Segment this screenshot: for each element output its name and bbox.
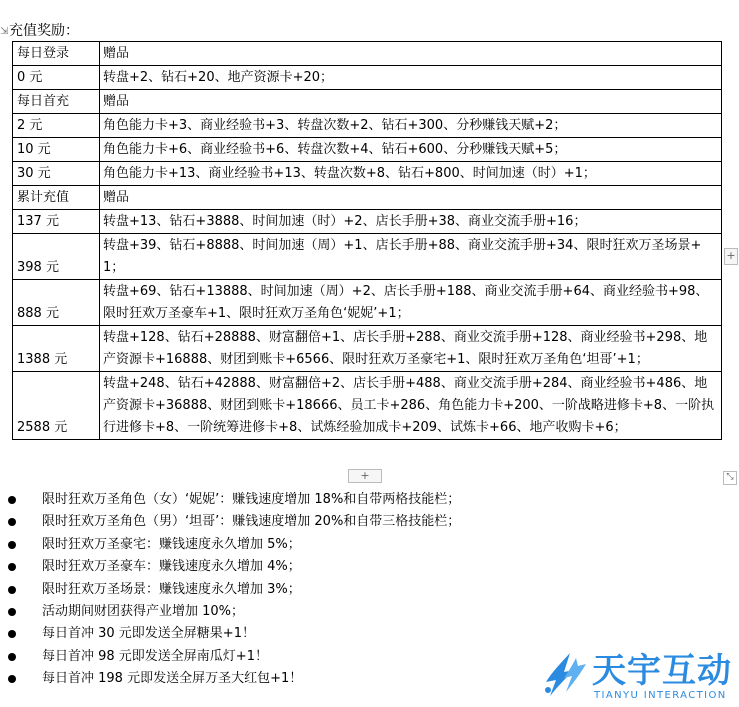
- table-row: [13, 114, 722, 138]
- amount-cell[interactable]: 1388 元: [13, 326, 100, 372]
- add-column-button[interactable]: +: [724, 248, 738, 265]
- gift-cell[interactable]: 转盘+39、钻石+8888、时间加速（周）+1、店长手册+88、商业交流手册+34、限时狂欢万圣场景+1；: [100, 234, 722, 280]
- section-title: 充值奖励：: [9, 23, 79, 39]
- list-item: [0, 534, 460, 556]
- gift-cell[interactable]: 角色能力卡+3、商业经验书+3、转盘次数+2、钻石+300、分秒赚钱天赋+2；: [100, 114, 722, 138]
- gift-cell[interactable]: 角色能力卡+13、商业经验书+13、转盘次数+8、钻石+800、时间加速（时）+1；: [100, 162, 722, 186]
- gift-cell[interactable]: 转盘+128、钻石+28888、财富翻倍+1、店长手册+288、商业交流手册+128、商业经验书+298、地产资源卡+16888、财团到账卡+6566、限时狂欢万圣豪宅+1、限时狂欢万圣角色‘坦哥’+1；: [100, 326, 722, 372]
- list-item: [0, 601, 460, 623]
- gift-cell[interactable]: 转盘+69、钻石+13888、时间加速（周）+2、店长手册+188、商业交流手册+64、商业经验书+98、限时狂欢万圣豪车+1、限时狂欢万圣角色‘妮妮’+1；: [100, 280, 722, 326]
- amount-cell[interactable]: 30 元: [13, 162, 100, 186]
- section-header-label[interactable]: 每日首充: [13, 90, 100, 114]
- table-row: [13, 138, 722, 162]
- section-header-value[interactable]: 赠品: [100, 42, 722, 66]
- gift-cell[interactable]: 转盘+248、钻石+42888、财富翻倍+2、店长手册+488、商业交流手册+284、商业经验书+486、地产资源卡+36888、财团到账卡+18666、员工卡+286、角色能力卡+200、一阶战略进修卡+8、一阶执行进修卡+8、一阶统筹进修卡+8、试炼经验加成卡+209、试炼卡+66、地产收购卡+6；: [100, 372, 722, 440]
- notes-list: [0, 489, 460, 691]
- bullet-icon: [8, 518, 16, 526]
- table-row: [13, 372, 722, 440]
- list-item: [0, 646, 460, 668]
- note-text: 活动期间财团获得产业增加 10%；: [42, 603, 245, 619]
- section-header-value[interactable]: 赠品: [100, 90, 722, 114]
- gift-cell[interactable]: 转盘+13、钻石+3888、时间加速（时）+2、店长手册+38、商业交流手册+16；: [100, 210, 722, 234]
- table-row: [13, 234, 722, 280]
- table-row: [13, 66, 722, 90]
- note-text: 每日首冲 98 元即发送全屏南瓜灯+1！: [42, 648, 268, 664]
- note-text: 每日首冲 198 元即发送全屏万圣大红包+1！: [42, 671, 303, 687]
- list-item: [0, 489, 460, 511]
- bullet-icon: [8, 675, 16, 683]
- list-item: [0, 623, 460, 645]
- logo-mark-icon: [540, 652, 588, 702]
- bullet-icon: [8, 586, 16, 594]
- add-row-button[interactable]: +: [348, 469, 382, 483]
- table-row: [13, 326, 722, 372]
- logo-name: 天宇互动: [592, 651, 732, 691]
- table-resize-handle[interactable]: ⤡: [723, 471, 737, 485]
- logo-subtitle: TIANYU INTERACTION: [594, 690, 727, 701]
- table-row: [13, 162, 722, 186]
- table-row: [13, 280, 722, 326]
- section-header-label[interactable]: 累计充值: [13, 186, 100, 210]
- amount-cell[interactable]: 2 元: [13, 114, 100, 138]
- bullet-icon: [8, 496, 16, 504]
- note-text: 限时狂欢万圣角色（男）‘坦哥’：赚钱速度增加 20%和自带三格技能栏；: [42, 514, 461, 530]
- note-text: 限时狂欢万圣豪车：赚钱速度永久增加 4%；: [42, 559, 301, 575]
- table-row: [13, 210, 722, 234]
- amount-cell[interactable]: 2588 元: [13, 372, 100, 440]
- table-section-header: [13, 42, 722, 66]
- bullet-icon: [8, 608, 16, 616]
- section-header-value[interactable]: 赠品: [100, 186, 722, 210]
- company-logo: [540, 650, 735, 706]
- list-item: [0, 511, 460, 533]
- list-item: [0, 556, 460, 578]
- table-section-header: [13, 90, 722, 114]
- bullet-icon: [8, 653, 16, 661]
- note-text: 限时狂欢万圣场景：赚钱速度永久增加 3%；: [42, 581, 301, 597]
- amount-cell[interactable]: 10 元: [13, 138, 100, 162]
- list-item: [0, 668, 460, 690]
- rewards-table: [12, 41, 722, 440]
- bullet-icon: [8, 630, 16, 638]
- gift-cell[interactable]: 角色能力卡+6、商业经验书+6、转盘次数+4、钻石+600、分秒赚钱天赋+5；: [100, 138, 722, 162]
- list-item: [0, 579, 460, 601]
- note-text: 每日首冲 30 元即发送全屏糖果+1！: [42, 626, 255, 642]
- table-anchor-icon[interactable]: ⇲: [0, 26, 9, 37]
- amount-cell[interactable]: 888 元: [13, 280, 100, 326]
- amount-cell[interactable]: 0 元: [13, 66, 100, 90]
- amount-cell[interactable]: 398 元: [13, 234, 100, 280]
- bullet-icon: [8, 541, 16, 549]
- note-text: 限时狂欢万圣角色（女）‘妮妮’：赚钱速度增加 18%和自带两格技能栏；: [42, 492, 461, 507]
- section-header-label[interactable]: 每日登录: [13, 42, 100, 66]
- gift-cell[interactable]: 转盘+2、钻石+20、地产资源卡+20；: [100, 66, 722, 90]
- note-text: 限时狂欢万圣豪宅：赚钱速度永久增加 5%；: [42, 536, 301, 552]
- table-section-header: [13, 186, 722, 210]
- amount-cell[interactable]: 137 元: [13, 210, 100, 234]
- bullet-icon: [8, 563, 16, 571]
